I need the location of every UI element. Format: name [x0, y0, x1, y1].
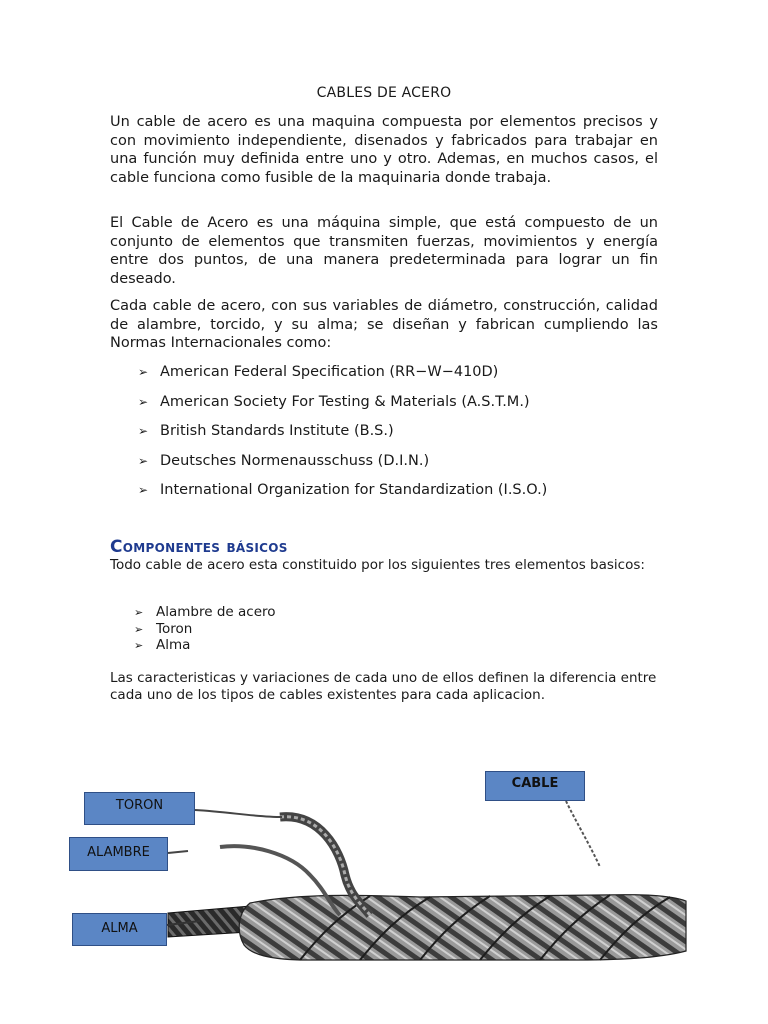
wire-rope-figure [0, 755, 768, 985]
arrowhead-bullet-icon: ➢ [138, 365, 149, 379]
standard-label: American Society For Testing & Materials (A.S.T.M.) [160, 393, 530, 410]
rope-body [239, 895, 686, 960]
cable-leader [566, 801, 600, 867]
list-item [138, 449, 547, 479]
arrowhead-bullet-icon: ➢ [138, 394, 149, 409]
standard-label: Deutsches Normenausschuss (D.I.N.) [160, 452, 430, 469]
section-heading: Componentes básicos [110, 537, 288, 557]
label-toron: TORON [84, 792, 195, 825]
arrowhead-bullet-icon: ➢ [138, 453, 149, 468]
components-intro: Todo cable de acero esta constituido por los siguientes tres elementos basicos: [110, 557, 645, 573]
label-alma: ALMA [72, 913, 167, 946]
components-list [134, 604, 276, 654]
component-label: Alambre de acero [156, 604, 276, 620]
list-item [138, 390, 547, 420]
page-title: CABLES DE ACERO [316, 85, 452, 101]
list-item [134, 604, 276, 621]
list-item [138, 360, 547, 390]
arrowhead-bullet-icon: ➢ [134, 639, 144, 652]
standard-label: American Federal Specification (RR−W−410D) [160, 364, 499, 380]
toron-leader [195, 810, 282, 817]
list-item [138, 419, 547, 449]
paragraph-definition: Un cable de acero es una maquina compuesta por elementos precisos y con movimiento independiente, disenados y fabricados para trabajar en una función muy definida entre uno y otro. Ademas, en muchos casos, el cable funciona como fusible de la maquinaria donde trabaja. [110, 114, 658, 186]
label-alambre: ALAMBRE [69, 837, 168, 871]
list-item [134, 621, 276, 638]
paragraph-standards-intro: Cada cable de acero, con sus variables de diámetro, construcción, calidad de alambre, torcido, y su alma; se diseñan y fabrican cumpliendo las Normas Internacionales como: [110, 298, 658, 352]
list-item [134, 637, 276, 654]
standards-list [138, 360, 547, 508]
component-label: Alma [156, 637, 191, 653]
standard-label: British Standards Institute (B.S.) [160, 423, 394, 439]
standard-label: International Organization for Standardization (I.S.O.) [160, 482, 548, 498]
alambre-leader [168, 851, 188, 853]
list-item [138, 478, 547, 508]
arrowhead-bullet-icon: ➢ [138, 424, 149, 438]
component-label: Toron [156, 620, 193, 637]
arrowhead-bullet-icon: ➢ [134, 606, 144, 619]
label-cable: CABLE [485, 771, 585, 801]
arrowhead-bullet-icon: ➢ [138, 483, 149, 497]
closing-paragraph: Las caracteristicas y variaciones de cada uno de ellos definen la diferencia entre cada uno de los tipos de cables existentes para cada aplicacion. [110, 670, 657, 703]
arrowhead-bullet-icon: ➢ [134, 622, 144, 636]
paragraph-simple-machine: El Cable de Acero es una máquina simple, que está compuesto de un conjunto de elementos que transmiten fuerzas, movimientos y energía entre dos puntos, de una manera predeterminada para lograr un fin deseado. [110, 215, 658, 287]
